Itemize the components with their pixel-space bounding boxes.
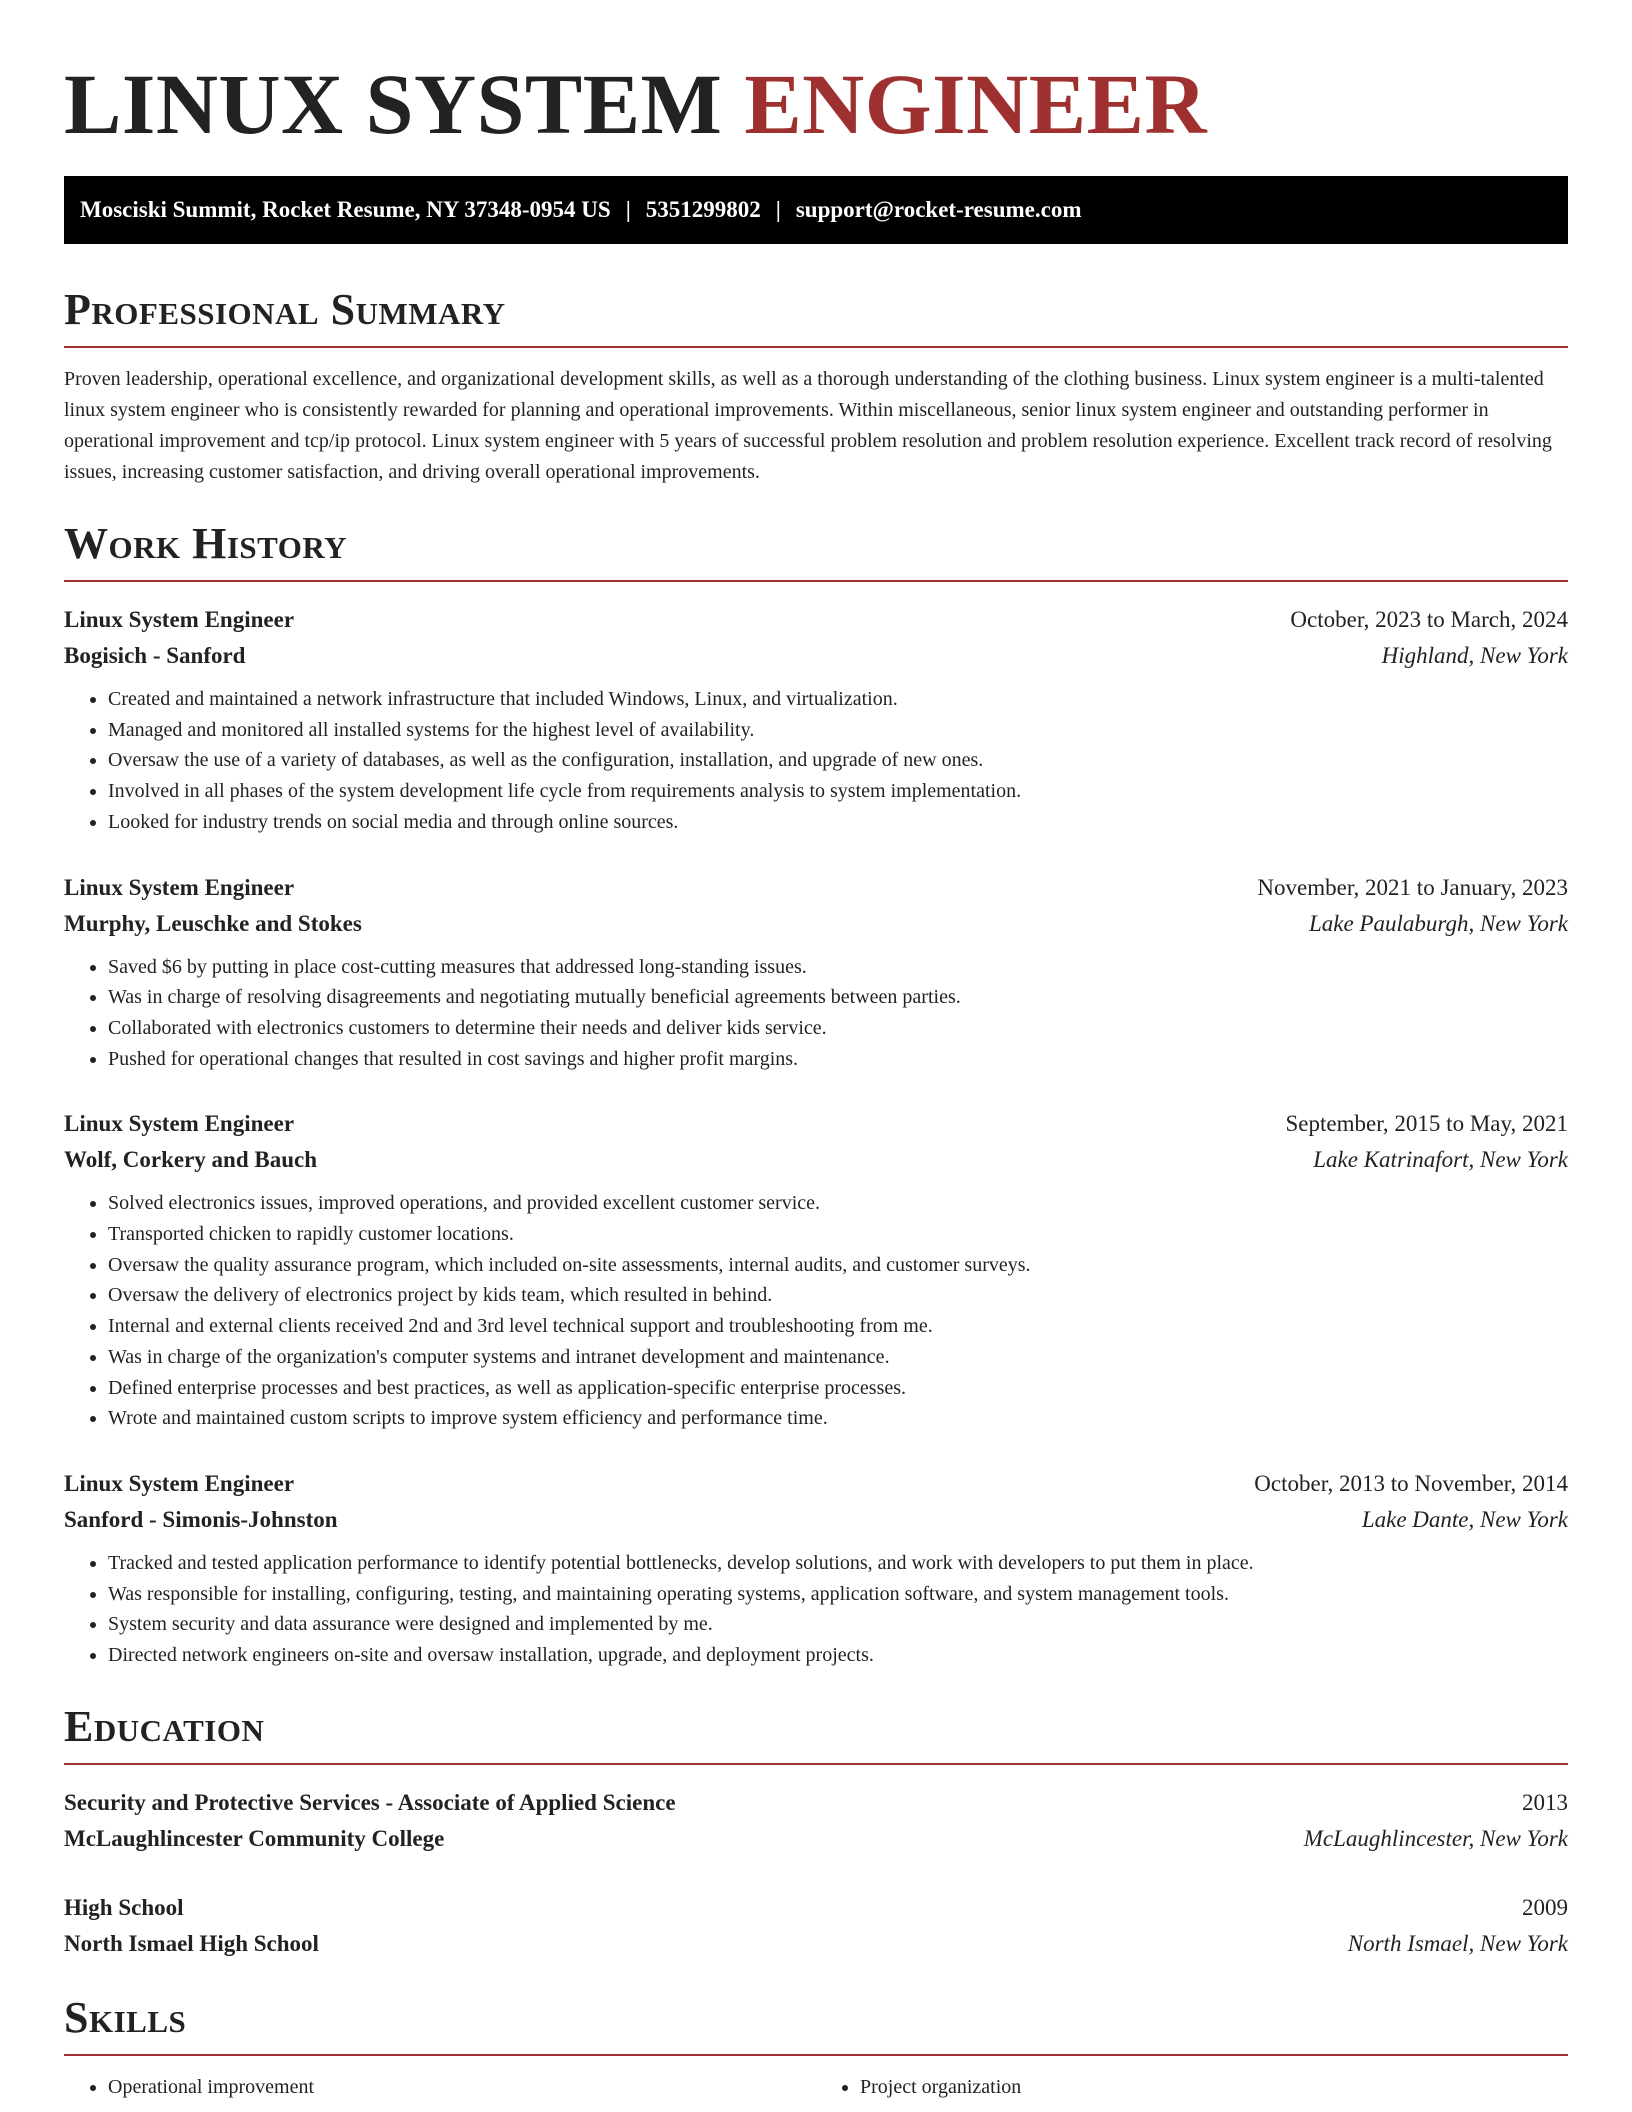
skills-grid [64, 2072, 1568, 2102]
job-company-row [64, 1502, 1568, 1538]
contact-separator: | [625, 197, 631, 222]
job-bullet: • Transported chicken to rapidly customer locations. [108, 1219, 1568, 1250]
job-bullets [64, 684, 1568, 838]
contact-bar [64, 176, 1568, 244]
education-year: 2009 [1522, 1894, 1568, 1920]
work-history-heading: Work History [64, 518, 1568, 582]
job-company: Bogisich - Sanford [64, 643, 246, 668]
job-entry [64, 870, 1568, 1075]
job-bullet: • Saved $6 by putting in place cost-cutting measures that addressed long-standing issues. [108, 952, 1568, 983]
job-bullet: • Wrote and maintained custom scripts to improve system efficiency and performance time. [108, 1403, 1568, 1434]
education-degree: Security and Protective Services - Associate of Applied Science [64, 1789, 676, 1815]
job-bullet: • Oversaw the quality assurance program, which included on-site assessments, internal audits, and customer surveys. [108, 1250, 1568, 1281]
job-company-row [64, 638, 1568, 674]
job-bullet: • Pushed for operational changes that resulted in cost savings and higher profit margins. [108, 1044, 1568, 1075]
job-dates: October, 2013 to November, 2014 [1254, 1470, 1568, 1496]
job-header-row [64, 1106, 1568, 1142]
job-header-row [64, 1466, 1568, 1502]
work-history-list [64, 602, 1568, 1671]
skills-column-1 [64, 2072, 816, 2102]
job-dates: September, 2015 to May, 2021 [1285, 1111, 1568, 1137]
job-bullet: • Involved in all phases of the system development life cycle from requirements analysis to system implementation. [108, 776, 1568, 807]
skill-item: • Project organization [860, 2072, 1568, 2102]
job-dates: November, 2021 to January, 2023 [1257, 874, 1568, 900]
education-location: North Ismael, New York [1347, 1930, 1568, 1956]
education-degree-row [64, 1890, 1568, 1926]
education-list [64, 1785, 1568, 1962]
contact-phone: 5351299802 [645, 197, 761, 222]
education-year: 2013 [1522, 1789, 1568, 1815]
resume-page [64, 0, 1568, 2102]
job-bullet: • System security and data assurance were designed and implemented by me. [108, 1609, 1568, 1640]
job-bullet: • Oversaw the delivery of electronics project by kids team, which resulted in behind. [108, 1280, 1568, 1311]
title-part2: ENGINEER [744, 56, 1208, 152]
summary-heading: Professional Summary [64, 284, 1568, 348]
job-bullet: • Managed and monitored all installed systems for the highest level of availability. [108, 715, 1568, 746]
job-location: Highland, New York [1381, 643, 1568, 668]
job-bullet: • Solved electronics issues, improved operations, and provided excellent customer service. [108, 1188, 1568, 1219]
job-title: Linux System Engineer [64, 1111, 295, 1137]
education-degree: High School [64, 1894, 184, 1920]
job-company: Wolf, Corkery and Bauch [64, 1147, 318, 1173]
job-bullets [64, 952, 1568, 1075]
job-entry [64, 1106, 1568, 1434]
job-company: Sanford - Simonis-Johnston [64, 1506, 338, 1532]
job-bullet: • Was in charge of resolving disagreements and negotiating mutually beneficial agreements between parties. [108, 982, 1568, 1013]
job-location: Lake Paulaburgh, New York [1309, 910, 1568, 936]
job-bullet: • Looked for industry trends on social media and through online sources. [108, 807, 1568, 838]
contact-address: Mosciski Summit, Rocket Resume, NY 37348-0954 US [80, 197, 611, 222]
contact-separator: | [775, 197, 781, 222]
job-company-row [64, 906, 1568, 942]
job-bullet: • Was responsible for installing, configuring, testing, and maintaining operating systems, application software, and system management tools. [108, 1579, 1568, 1610]
job-company: Murphy, Leuschke and Stokes [64, 910, 362, 936]
job-location: Lake Katrinafort, New York [1313, 1147, 1568, 1173]
job-bullet: • Internal and external clients received 2nd and 3rd level technical support and troubleshooting from me. [108, 1311, 1568, 1342]
job-header-row [64, 870, 1568, 906]
education-entry [64, 1890, 1568, 1962]
education-location: McLaughlincester, New York [1303, 1825, 1568, 1851]
education-school-row [64, 1821, 1568, 1857]
education-heading: Education [64, 1701, 1568, 1765]
job-bullet: • Defined enterprise processes and best practices, as well as application-specific enterprise processes. [108, 1373, 1568, 1404]
contact-email: support@rocket-resume.com [795, 197, 1082, 222]
job-bullet: • Created and maintained a network infrastructure that included Windows, Linux, and virtualization. [108, 684, 1568, 715]
job-bullet: • Collaborated with electronics customers to determine their needs and deliver kids service. [108, 1013, 1568, 1044]
job-location: Lake Dante, New York [1361, 1506, 1568, 1532]
skills-heading: Skills [64, 1992, 1568, 2056]
job-bullets [64, 1548, 1568, 1671]
education-degree-row [64, 1785, 1568, 1821]
job-bullet: • Oversaw the use of a variety of databases, as well as the configuration, installation, and upgrade of new ones. [108, 745, 1568, 776]
job-title: Linux System Engineer [64, 1470, 295, 1496]
job-company-row [64, 1142, 1568, 1178]
job-dates: October, 2023 to March, 2024 [1290, 607, 1568, 632]
job-title: Linux System Engineer [64, 607, 295, 632]
job-bullet: • Tracked and tested application performance to identify potential bottlenecks, develop solutions, and work with developers to put them in place. [108, 1548, 1568, 1579]
job-title: Linux System Engineer [64, 874, 295, 900]
skill-item: • Operational improvement [108, 2072, 816, 2102]
summary-text: Proven leadership, operational excellence, and organizational development skills, as well as a thorough understanding of the clothing business. Linux system engineer is a multi-talented linux system engineer who is consistently rewarded for planning and operational improvements. Within miscellaneous, senior linux system engineer and outstanding performer in operational improvement and tcp/ip protocol. Linux system engineer with 5 years of successful problem resolution and problem resolution experience. Excellent track record of resolving issues, increasing customer satisfaction, and driving overall operational improvements. [64, 368, 1552, 483]
job-bullet: • Was in charge of the organization's computer systems and intranet development and maintenance. [108, 1342, 1568, 1373]
education-entry [64, 1785, 1568, 1857]
skills-column-2 [816, 2072, 1568, 2102]
job-bullets [64, 1188, 1568, 1434]
job-entry [64, 1466, 1568, 1671]
resume-title [64, 56, 1568, 152]
job-header-row [64, 602, 1568, 638]
education-school: McLaughlincester Community College [64, 1825, 445, 1851]
job-entry [64, 602, 1568, 838]
education-school: North Ismael High School [64, 1930, 319, 1956]
title-part1: LINUX SYSTEM [64, 56, 723, 152]
job-bullet: • Directed network engineers on-site and oversaw installation, upgrade, and deployment projects. [108, 1640, 1568, 1671]
education-school-row [64, 1926, 1568, 1962]
